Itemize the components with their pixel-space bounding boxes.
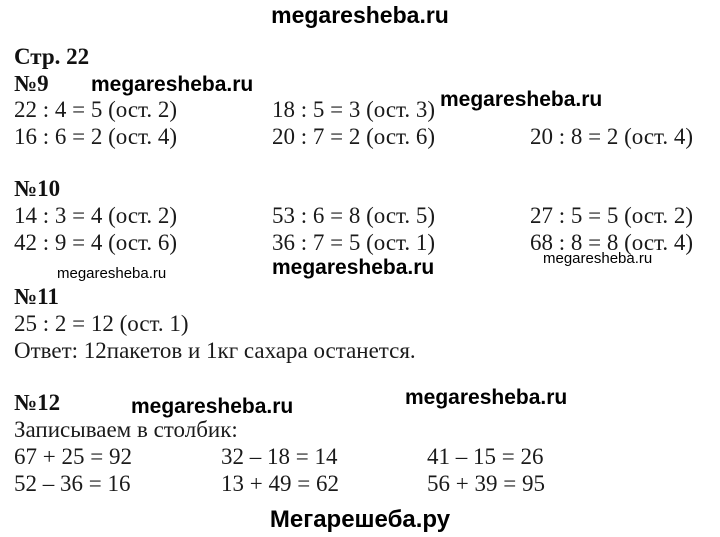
watermark: megaresheba.ru (91, 73, 254, 96)
task10-row2-col2: 36 : 7 = 5 (ост. 1) (272, 230, 436, 255)
task12-row2-col1: 52 – 36 = 16 (14, 471, 131, 496)
watermark: megaresheba.ru (405, 386, 568, 409)
task10-row2-col1: 42 : 9 = 4 (ост. 6) (14, 230, 178, 255)
task12-row2-col3: 56 + 39 = 95 (427, 471, 545, 496)
task9-row2-col2: 20 : 7 = 2 (ост. 6) (272, 124, 436, 149)
site-brand-header: megaresheba.ru (271, 2, 449, 28)
task9-row2-col1: 16 : 6 = 2 (ост. 4) (14, 124, 178, 149)
task11-title: №11 (14, 284, 59, 309)
watermark: megaresheba.ru (543, 250, 653, 267)
watermark: megaresheba.ru (131, 395, 294, 418)
task11-equation: 25 : 2 = 12 (ост. 1) (14, 311, 189, 336)
task12-row2-col2: 13 + 49 = 62 (221, 471, 339, 496)
task12-row1-col3: 41 – 15 = 26 (427, 444, 544, 469)
task10-row1-col2: 53 : 6 = 8 (ост. 5) (272, 203, 436, 228)
task12-row1-col2: 32 – 18 = 14 (221, 444, 338, 469)
task10-row1-col1: 14 : 3 = 4 (ост. 2) (14, 203, 178, 228)
task9-row1-col1: 22 : 4 = 5 (ост. 2) (14, 97, 178, 122)
site-brand-footer: Мегарешеба.ру (269, 506, 451, 533)
page-label: Стр. 22 (14, 44, 90, 69)
task12-row1-col1: 67 + 25 = 92 (14, 444, 132, 469)
watermark: megaresheba.ru (440, 88, 603, 111)
task12-intro: Записываем в столбик: (14, 417, 238, 442)
task10-title: №10 (14, 176, 61, 201)
task10-row2-col3: 68 : 8 = 8 (ост. 4) (530, 230, 694, 255)
task10-row1-col3: 27 : 5 = 5 (ост. 2) (530, 203, 694, 228)
task9-title: №9 (14, 71, 49, 96)
task11-answer: Ответ: 12пакетов и 1кг сахара останется. (14, 338, 416, 363)
task9-row1-col2: 18 : 5 = 3 (ост. 3) (272, 97, 436, 122)
watermark: megaresheba.ru (272, 256, 435, 279)
watermark: megaresheba.ru (57, 265, 167, 282)
task12-title: №12 (14, 390, 61, 415)
task9-row2-col3: 20 : 8 = 2 (ост. 4) (530, 124, 694, 149)
